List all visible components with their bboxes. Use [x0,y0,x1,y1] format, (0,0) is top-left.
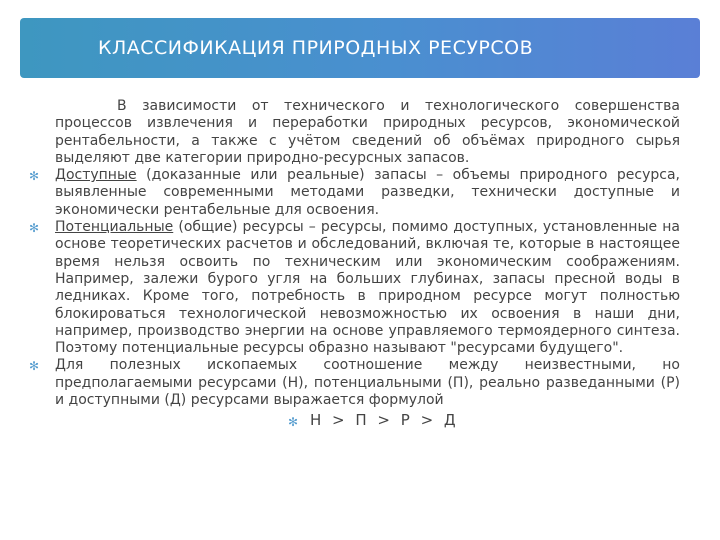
bullet-term: Потенциальные [55,219,174,236]
slide-body [28,98,680,430]
bullet-potential [28,219,680,357]
formula-text: Н > П > Р > Д [310,411,459,430]
title-banner [20,18,700,78]
bullet-ratio [28,357,680,409]
intro-paragraph: В зависимости от технического и технологического совершенства процессов извлечения и переработки природных ресурсов, экономической рентабельности, а также с учётом сведений об объёмах природного сырья выделяют две категории природно-ресурсных запасов. [55,98,680,166]
bullet-available [28,167,680,219]
bullet-term: Доступные [55,167,137,184]
star-bullet-icon: ✻ [288,415,302,430]
formula-line [288,412,680,429]
star-bullet-icon: ✻ [29,359,40,374]
star-bullet-icon: ✻ [29,221,40,236]
bullet-text: (общие) ресурсы – ресурсы, помимо доступных, установленные на основе теоретических расчетов и обследований, включая те, которые в настоящее время нельзя освоить по техническим или экономическим соображениям. Например, залежи бурого угля на больших глубинах, запасы пресной воды в ледниках. Кроме того, потребность в природном ресурсе могут полностью блокироваться технологической невозможностью их освоения в наши дни, например, производство энергии на основе управляемого термоядерного синтеза. Поэтому потенциальные ресурсы образно называют "ресурсами будущего". [55,219,680,357]
star-bullet-icon: ✻ [29,169,40,184]
bullet-text: (доказанные или реальные) запасы – объемы природного ресурса, выявленные современными методами разведки, технически доступные и экономически рентабельные для освоения. [55,167,680,218]
slide-title: КЛАССИФИКАЦИЯ ПРИРОДНЫХ РЕСУРСОВ [98,37,534,59]
bullet-text: Для полезных ископаемых соотношение между неизвестными, но предполагаемыми ресурсами (Н), потенциальными (П), реально разведанными (Р) и доступными (Д) ресурсами выражается формулой [55,357,680,409]
